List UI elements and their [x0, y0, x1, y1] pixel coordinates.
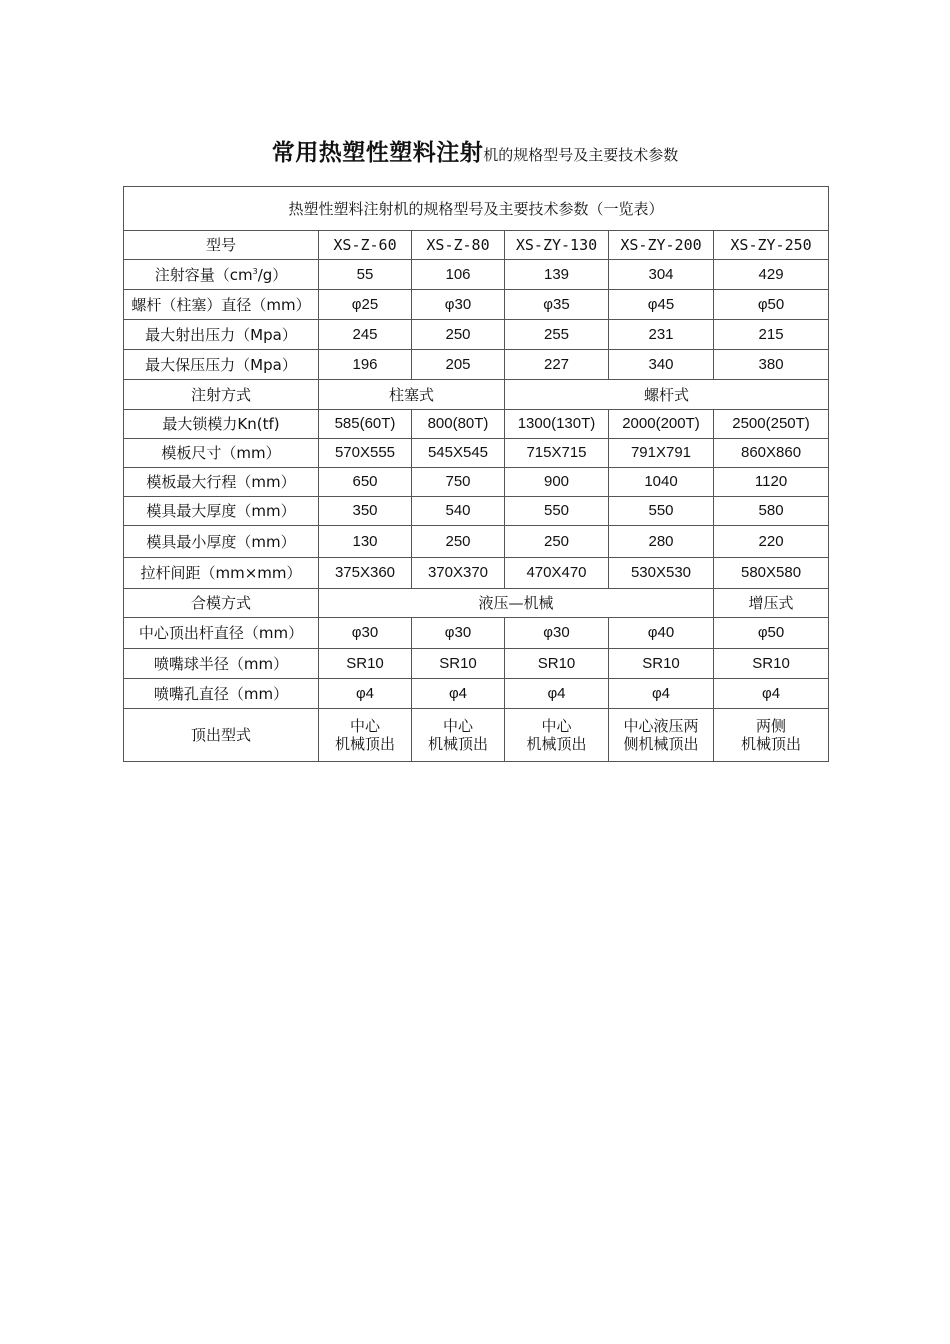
- title-main: 常用热塑性塑料注射: [271, 140, 484, 166]
- title-rest: 机的规格型号及主要技术参数: [483, 146, 679, 164]
- table-cell: 250: [412, 320, 505, 350]
- table-cell: 350: [319, 497, 412, 526]
- table-cell: 340: [609, 350, 714, 380]
- table-cell: SR10: [714, 649, 829, 679]
- ejection-line: 两侧: [756, 717, 787, 735]
- spec-table: [123, 186, 829, 762]
- table-cell: 227: [505, 350, 609, 380]
- table-cell: 106: [412, 260, 505, 290]
- row-label: 拉杆间距（mm×mm）: [124, 558, 319, 589]
- table-cell: 791X791: [609, 439, 714, 468]
- row-label: 模具最小厚度（mm）: [124, 526, 319, 558]
- table-cell: φ40: [609, 618, 714, 649]
- table-cell: φ45: [609, 290, 714, 320]
- table-cell: φ4: [412, 679, 505, 709]
- model-name: XS-Z-80: [412, 231, 505, 260]
- table-cell: 2500(250T): [714, 410, 829, 439]
- table-caption: 热塑性塑料注射机的规格型号及主要技术参数（一览表）: [124, 187, 829, 231]
- ejection-type-cell: [505, 709, 609, 762]
- table-cell: 1300(130T): [505, 410, 609, 439]
- label-text: 注射容量（cm: [154, 265, 253, 284]
- row-label: 最大保压压力（Mpa）: [124, 350, 319, 380]
- table-row: [124, 439, 829, 468]
- table-row: [124, 468, 829, 497]
- row-label-ejection-type: 顶出型式: [124, 709, 319, 762]
- injection-method-screw: 螺杆式: [505, 380, 829, 410]
- table-cell: φ4: [609, 679, 714, 709]
- table-cell: 205: [412, 350, 505, 380]
- table-cell: 255: [505, 320, 609, 350]
- table-cell: φ50: [714, 618, 829, 649]
- model-header-label: 型号: [124, 231, 319, 260]
- table-row: [124, 558, 829, 589]
- model-name: XS-ZY-250: [714, 231, 829, 260]
- ejection-line: 中心: [541, 717, 572, 735]
- table-cell: 545X545: [412, 439, 505, 468]
- table-cell: 215: [714, 320, 829, 350]
- table-cell: SR10: [412, 649, 505, 679]
- model-name: XS-ZY-130: [505, 231, 609, 260]
- table-row: [124, 618, 829, 649]
- table-cell: 540: [412, 497, 505, 526]
- model-name: XS-ZY-200: [609, 231, 714, 260]
- table-cell: φ30: [319, 618, 412, 649]
- table-cell: φ4: [714, 679, 829, 709]
- table-cell: SR10: [609, 649, 714, 679]
- table-cell: 1040: [609, 468, 714, 497]
- ejection-type-cell: [412, 709, 505, 762]
- row-label-injection-method: 注射方式: [124, 380, 319, 410]
- table-cell: 650: [319, 468, 412, 497]
- table-row: [124, 589, 829, 618]
- injection-method-plunger: 柱塞式: [319, 380, 505, 410]
- table-cell: φ30: [412, 290, 505, 320]
- table-row: [124, 526, 829, 558]
- row-label-injection-capacity: [124, 260, 319, 290]
- table-cell: 245: [319, 320, 412, 350]
- table-cell: 530X530: [609, 558, 714, 589]
- ejection-line: 机械顶出: [427, 735, 488, 753]
- table-cell: 304: [609, 260, 714, 290]
- table-cell: 139: [505, 260, 609, 290]
- table-cell: 429: [714, 260, 829, 290]
- ejection-line: 机械顶出: [334, 735, 395, 753]
- table-cell: 570X555: [319, 439, 412, 468]
- row-label-clamping-method: 合模方式: [124, 589, 319, 618]
- table-cell: φ25: [319, 290, 412, 320]
- table-cell: 1120: [714, 468, 829, 497]
- table-cell: 130: [319, 526, 412, 558]
- ejection-type-cell: [319, 709, 412, 762]
- ejection-type-cell: [714, 709, 829, 762]
- ejection-line: 机械顶出: [526, 735, 587, 753]
- row-label: 喷嘴球半径（mm）: [124, 649, 319, 679]
- row-label: 模板尺寸（mm）: [124, 439, 319, 468]
- table-cell: 550: [609, 497, 714, 526]
- table-cell: φ30: [505, 618, 609, 649]
- table-row: [124, 380, 829, 410]
- row-label: 模板最大行程（mm）: [124, 468, 319, 497]
- row-label: 模具最大厚度（mm）: [124, 497, 319, 526]
- ejection-line: 中心: [349, 717, 380, 735]
- ejection-type-cell: [609, 709, 714, 762]
- table-cell: φ4: [505, 679, 609, 709]
- table-cell: 55: [319, 260, 412, 290]
- table-cell: 280: [609, 526, 714, 558]
- table-cell: φ35: [505, 290, 609, 320]
- table-cell: 196: [319, 350, 412, 380]
- table-cell: 900: [505, 468, 609, 497]
- label-text: /g）: [257, 265, 288, 284]
- page-title: [0, 134, 950, 167]
- row-label: 喷嘴孔直径（mm）: [124, 679, 319, 709]
- row-label: 最大射出压力（Mpa）: [124, 320, 319, 350]
- table-row: [124, 649, 829, 679]
- table-cell: 220: [714, 526, 829, 558]
- table-cell: 580: [714, 497, 829, 526]
- model-name: XS-Z-60: [319, 231, 412, 260]
- caption-row: [124, 187, 829, 231]
- table-row: [124, 679, 829, 709]
- table-cell: 715X715: [505, 439, 609, 468]
- table-cell: SR10: [319, 649, 412, 679]
- table-cell: 370X370: [412, 558, 505, 589]
- table-row: [124, 260, 829, 290]
- clamping-hydraulic-mechanical: 液压—机械: [319, 589, 714, 618]
- clamping-booster: 增压式: [714, 589, 829, 618]
- table-row: [124, 709, 829, 762]
- table-cell: 231: [609, 320, 714, 350]
- table-cell: 550: [505, 497, 609, 526]
- table-row: [124, 320, 829, 350]
- table-cell: 250: [505, 526, 609, 558]
- table-cell: 470X470: [505, 558, 609, 589]
- table-row: [124, 410, 829, 439]
- ejection-line: 侧机械顶出: [623, 735, 699, 753]
- table-cell: φ30: [412, 618, 505, 649]
- table-cell: 2000(200T): [609, 410, 714, 439]
- table-row: [124, 350, 829, 380]
- ejection-line: 中心液压两: [623, 717, 699, 735]
- row-label: 中心顶出杆直径（mm）: [124, 618, 319, 649]
- table-row: [124, 290, 829, 320]
- ejection-line: 中心: [442, 717, 473, 735]
- row-label: 螺杆（柱塞）直径（mm）: [124, 290, 319, 320]
- table-cell: 585(60T): [319, 410, 412, 439]
- label-superscript: 3: [252, 266, 258, 276]
- table-cell: SR10: [505, 649, 609, 679]
- table-cell: 750: [412, 468, 505, 497]
- table-cell: 860X860: [714, 439, 829, 468]
- row-label: 最大锁模力Kn(tf): [124, 410, 319, 439]
- table-cell: φ4: [319, 679, 412, 709]
- table-cell: 250: [412, 526, 505, 558]
- ejection-line: 机械顶出: [741, 735, 802, 753]
- table-cell: 380: [714, 350, 829, 380]
- table-row: [124, 497, 829, 526]
- table-cell: 580X580: [714, 558, 829, 589]
- table-cell: φ50: [714, 290, 829, 320]
- table-cell: 800(80T): [412, 410, 505, 439]
- model-header-row: [124, 231, 829, 260]
- table-cell: 375X360: [319, 558, 412, 589]
